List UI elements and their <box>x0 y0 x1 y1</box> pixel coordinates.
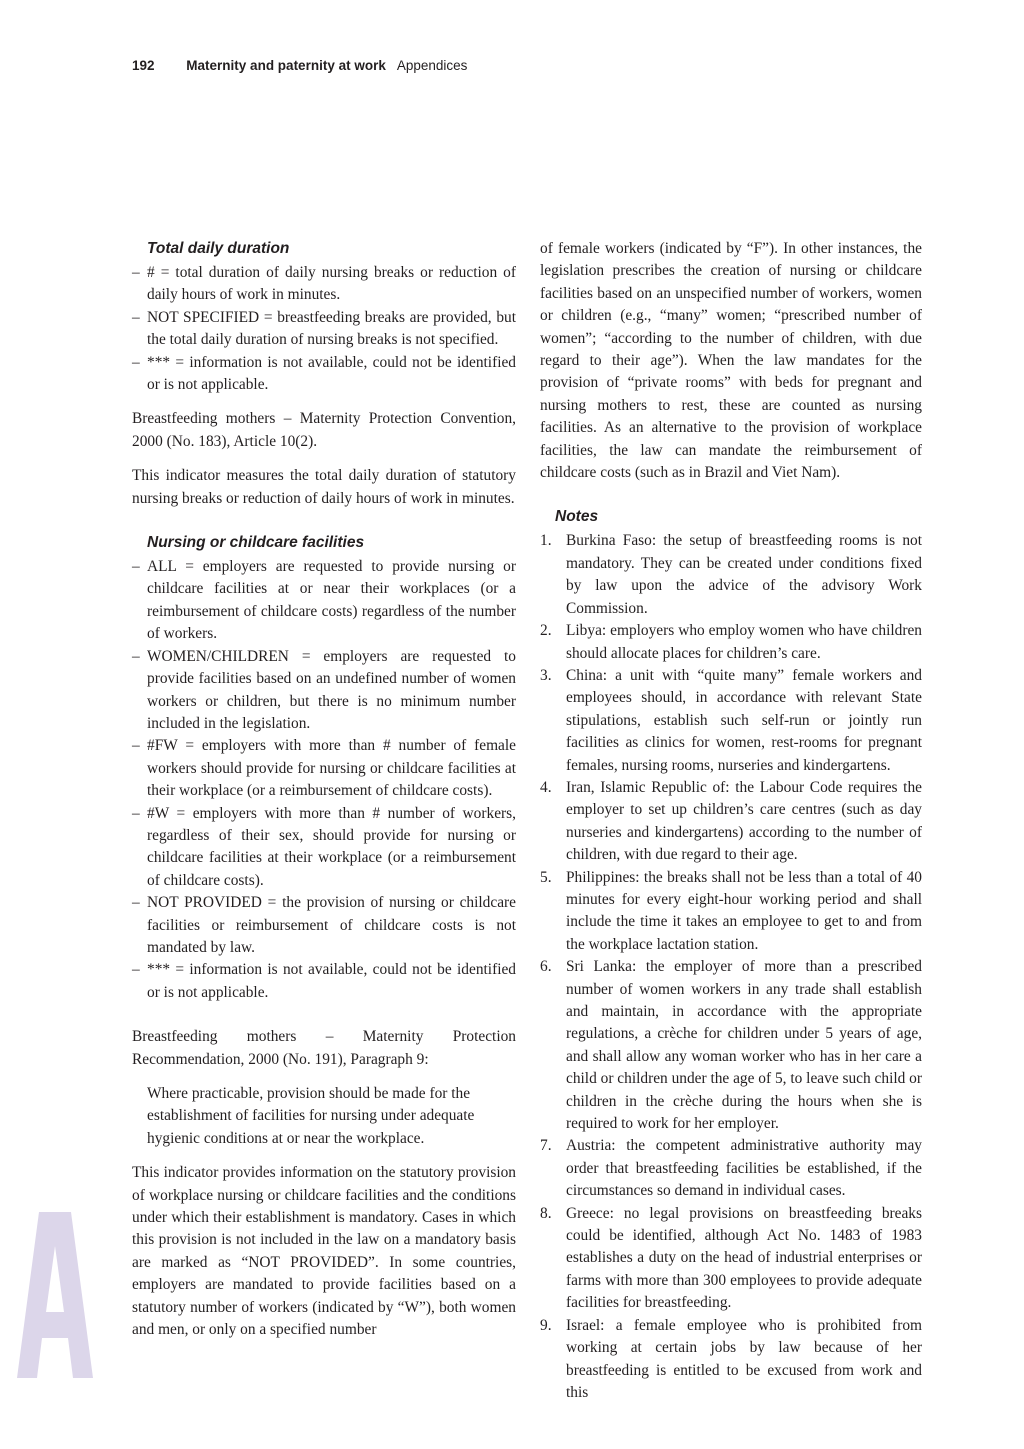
list-item: – NOT PROVIDED = the provision of nursing or childcare facilities or reimbursement of childcare costs is not mandated by law. <box>132 894 516 956</box>
section-name: Appendices <box>396 58 468 73</box>
list-item: 8. Greece: no legal provisions on breastfeeding breaks could be identified, although Act No. 1483 of 1983 establishes a duty on the head of industrial enterprises or farms with more than 300 employees to provide adequate facilities for breastfeeding. <box>540 1204 922 1312</box>
left-column <box>132 238 516 1341</box>
list-item: – *** = information is not available, could not be identified or is not applicable. <box>132 961 516 1001</box>
list-item: – # = total duration of daily nursing breaks or reduction of daily hours of work in minutes. <box>132 264 516 304</box>
paragraph: This indicator provides information on the statutory provision of workplace nursing or childcare facilities and the conditions under which their establishment is mandatory. Cases in which this provision is not included in the law on a mandatory basis are marked as “NOT PROVIDED”. In some countries, employers are mandated to provide facilities based on a statutory number of workers (indicated by “W”), both women and men, or only on a specified number <box>132 1164 516 1339</box>
list-item: – *** = information is not available, could not be identified or is not applicable. <box>132 353 516 394</box>
list-item: 7. Austria: the competent administrative authority may order that breastfeeding facilities be established, if the circumstances so demand in individual cases. <box>540 1137 922 1200</box>
paragraph: Breastfeeding mothers – Maternity Protection Convention, 2000 (No. 183), Article 10(2). <box>132 410 516 450</box>
paragraph: Breastfeeding mothers – Maternity Protection Recommendation, 2000 (No. 191), Paragraph 9: <box>132 1028 516 1068</box>
list-item: 5. Philippines: the breaks shall not be less than a total of 40 minutes for every eight-hour working period and shall include the time it takes an employee to get to and from the workplace lactation station. <box>540 868 922 953</box>
list-item: – #W = employers with more than # number of workers, regardless of their sex, should provide for nursing or childcare facilities at their workplace (or a reimbursement of childcare costs). <box>132 804 516 889</box>
heading-nursing-facilities: Nursing or childcare facilities <box>147 534 365 552</box>
paragraph: of female workers (indicated by “F”). In other instances, the legislation prescribes the creation of nursing or childcare facilities based on an unspecified number of workers, women or children (e.g., “many” women; “prescribed number of women”; “according to the number of children, with due regard to their age”). When the law mandates for the provision of “private rooms” with beds for pregnant and nursing mothers to rest, these are counted as nursing facilities. As an alternative to the provision of workplace facilities, the law can mandate the reimbursement of childcare costs (such as in Brazil and Viet Nam). <box>540 240 922 482</box>
running-header <box>132 58 467 73</box>
notes-heading: Notes <box>555 508 599 526</box>
block-quote: Where practicable, provision should be made for the establishment of facilities for nursing under adequate hygienic conditions at or near the workplace. <box>147 1085 475 1147</box>
list-item: 2. Libya: employers who employ women who have children should allocate places for children’s care. <box>540 622 922 662</box>
paragraph: This indicator measures the total daily duration of statutory nursing breaks or reduction of daily hours of work in minutes. <box>132 467 516 507</box>
list-item: 4. Iran, Islamic Republic of: the Labour Code requires the employer to set up children’s care centres (such as day nurseries and kindergartens) according to the number of children, with due regard to their age. <box>540 778 922 864</box>
appendix-tab-letter <box>17 1212 93 1378</box>
book-title: Maternity and paternity at work <box>186 58 386 73</box>
notes-list <box>540 530 922 1404</box>
list-item: 6. Sri Lanka: the employer of more than a prescribed number of women workers in any trade shall establish and maintain, in accordance with the appropriate regulations, a crèche for children under 5 years of age, and shall allow any woman worker who has in her care a child or children under the age of 5, to leave such child or children in the crèche during the hours when she is required to work for her employer. <box>540 958 922 1133</box>
list-item: 3. China: a unit with “quite many” female workers and employees should, in accordance with relevant State stipulations, establish such self-run or jointly run facilities as clinics for women, rest-rooms for pregnant females, nursing rooms, nurseries and kindergartens. <box>540 666 922 774</box>
right-column <box>540 238 922 1404</box>
page-number: 192 <box>132 58 155 73</box>
list-item: 9. Israel: a female employee who is prohibited from working at certain jobs by law because of her breastfeeding is entitled to be excused from work and this <box>540 1316 922 1401</box>
list-item: – WOMEN/CHILDREN = employers are requested to provide facilities based on an undefined number of women workers or children, but there is no minimum number included in the legislation. <box>132 647 516 732</box>
list-item: – NOT SPECIFIED = breastfeeding breaks are provided, but the total daily duration of nursing breaks is not specified. <box>132 308 516 349</box>
list-item: – ALL = employers are requested to provide nursing or childcare facilities at or near their workplaces (or a reimbursement of childcare costs) regardless of the number of workers. <box>132 558 516 643</box>
list-item: 1. Burkina Faso: the setup of breastfeeding rooms is not mandatory. They can be created under conditions fixed by law upon the advice of the advisory Work Commission. <box>540 532 922 617</box>
list-item: – #FW = employers with more than # number of female workers should provide for nursing or childcare facilities at their workplace (or a reimbursement of childcare costs). <box>132 737 516 800</box>
heading-total-daily-duration: Total daily duration <box>147 240 290 257</box>
